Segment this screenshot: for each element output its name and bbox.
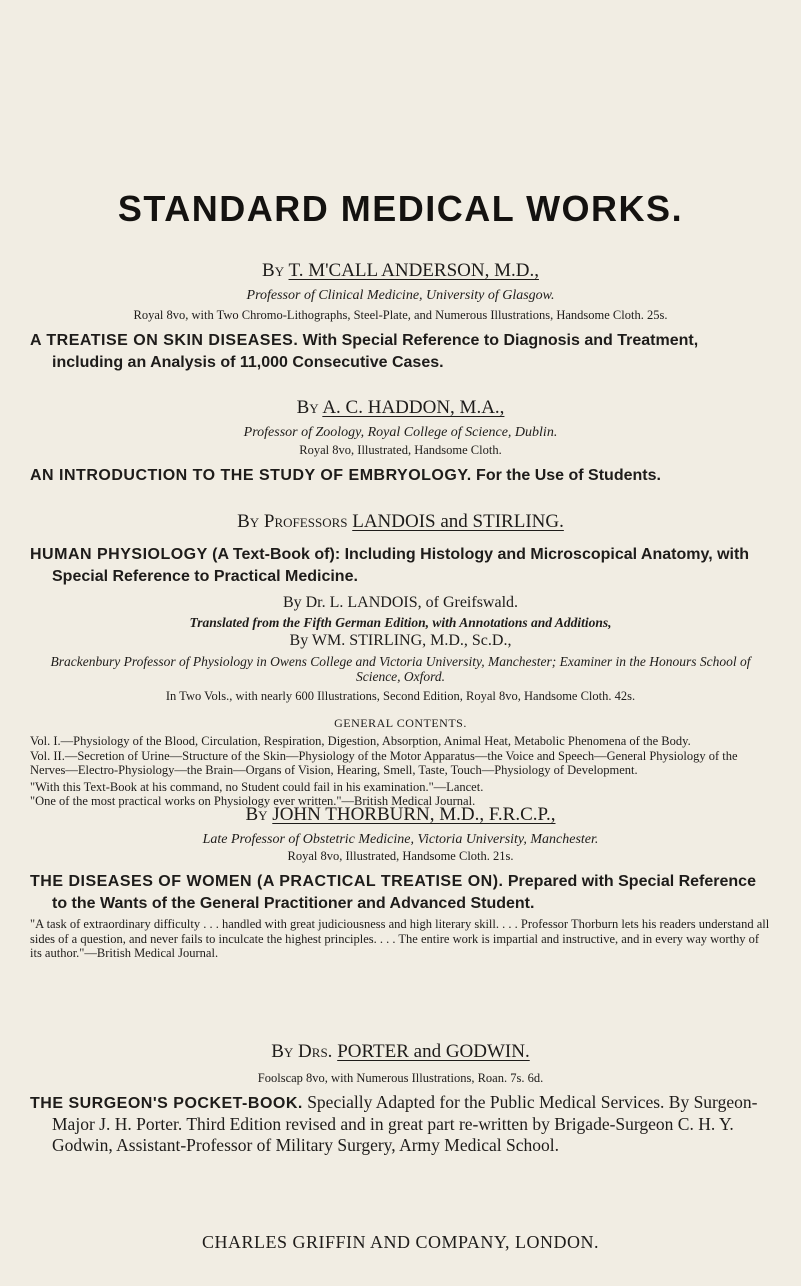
contents-volume-2: Vol. II.—Secretion of Urine—Structure of the Skin—Physiology of the Motor Apparatus—the Voice and Speech—General Physiology of the Nerves—Electro-Physiology—the Brain—Organs of Vision, Hearing, Smell, Taste, Touch—Physiology of Development.: [30, 748, 738, 777]
author-prefix: By: [262, 260, 285, 281]
book-title-caps: THE SURGEON'S POCKET-BOOK.: [30, 1095, 303, 1112]
author-professorship: Brackenbury Professor of Physiology in Owens College and Victoria University, Manchester; Examiner in the Honours School of Science, Oxford.: [50, 654, 751, 684]
author-line: [30, 511, 771, 533]
author-name: PORTER and GODWIN.: [337, 1041, 530, 1062]
book-title: [30, 870, 771, 914]
book-title-caps: THE DISEASES OF WOMEN (A PRACTICAL TREATISE ON).: [30, 873, 504, 890]
publication-details: Royal 8vo, with Two Chromo-Lithographs, Steel-Plate, and Numerous Illustrations, Handsome Cloth. 25s.: [133, 308, 668, 322]
publication-details: Royal 8vo, Illustrated, Handsome Cloth. 21s.: [287, 849, 514, 863]
section-anderson: [30, 260, 771, 373]
book-title: [30, 329, 771, 373]
by-line-landois: By Dr. L. LANDOIS, of Greifswald.: [282, 594, 519, 611]
author-prefix: By: [296, 397, 319, 418]
author-professorship: Late Professor of Obstetric Medicine, Victoria University, Manchester.: [202, 832, 599, 847]
author-name: A. C. HADDON, M.A.,: [322, 397, 505, 418]
book-title-rest: Prepared with Special Reference to the Wants of the General Practitioner and Advanced Student.: [52, 873, 756, 912]
author-prefix: By Professors: [237, 511, 348, 532]
translation-note: Translated from the Fifth German Edition, with Annotations and Additions,: [189, 615, 612, 630]
section-landois-stirling: [30, 511, 771, 809]
contents-heading: GENERAL CONTENTS.: [334, 716, 467, 730]
author-professorship: Professor of Zoology, Royal College of Science, Dublin.: [243, 425, 558, 440]
book-title-rest: With Special Reference to Diagnosis and Treatment, including an Analysis of 11,000 Consecutive Cases.: [52, 332, 699, 371]
author-line: [30, 804, 771, 826]
book-title-rest: (A Text-Book of): Including Histology and Microscopical Anatomy, with Special Reference to Practical Medicine.: [52, 546, 750, 585]
section-haddon: [30, 397, 771, 486]
publication-details: In Two Vols., with nearly 600 Illustrations, Second Edition, Royal 8vo, Handsome Cloth. 42s.: [165, 689, 636, 703]
book-title-rest: Specially Adapted for the Public Medical Services. By Surgeon-Major J. H. Porter. Third Edition revised and in great part re-written by Brigade-Surgeon C. H. Y. Godwin, Assistant-Professor of Military Surgery, Army Medical School.: [52, 1092, 758, 1155]
book-title: [30, 543, 771, 587]
publication-details: Royal 8vo, Illustrated, Handsome Cloth.: [299, 443, 502, 457]
by-line-stirling: By WM. STIRLING, M.D., Sc.D.,: [289, 632, 512, 649]
author-prefix: By Drs.: [271, 1041, 333, 1062]
book-title: [30, 1092, 771, 1156]
contents-volume-1: Vol. I.—Physiology of the Blood, Circulation, Respiration, Digestion, Absorption, Animal Heat, Metabolic Phenomena of the Body.: [30, 734, 691, 748]
section-thorburn: [30, 804, 771, 961]
review-quote-bmj: "A task of extraordinary difficulty . . . handled with great judiciousness and high literary skill. . . . Professor Thorburn lets his readers understand all sides of a question, and never fails to inculcate the highest principles. . . . The entire work is impartial and instructive, and in every way worthy of its author."—British Medical Journal.: [30, 917, 770, 960]
review-quote-bmj: "One of the most practical works on Physiology ever written."—British Medical Journal.: [30, 794, 476, 808]
book-title-caps: A TREATISE ON SKIN DISEASES.: [30, 332, 299, 349]
section-porter-godwin: [30, 1041, 771, 1156]
book-title-caps: AN INTRODUCTION TO THE STUDY OF EMBRYOLOGY.: [30, 467, 472, 484]
author-line: [30, 397, 771, 419]
author-name: JOHN THORBURN, M.D., F.R.C.P.,: [272, 804, 556, 825]
author-name: T. M'CALL ANDERSON, M.D.,: [288, 260, 539, 281]
book-title: [30, 464, 771, 486]
book-title-rest: For the Use of Students.: [476, 467, 661, 484]
author-prefix: By: [245, 804, 268, 825]
publication-details: Foolscap 8vo, with Numerous Illustrations, Roan. 7s. 6d.: [257, 1071, 544, 1085]
author-professorship: Professor of Clinical Medicine, University of Glasgow.: [246, 288, 555, 303]
review-quote-lancet: "With this Text-Book at his command, no Student could fail in his examination."—Lancet.: [30, 779, 484, 794]
book-title-caps: HUMAN PHYSIOLOGY: [30, 546, 208, 563]
author-line: [30, 1041, 771, 1063]
publisher-imprint: CHARLES GRIFFIN AND COMPANY, LONDON.: [201, 1232, 600, 1252]
page-heading: STANDARD MEDICAL WORKS.: [117, 188, 684, 229]
author-line: [30, 260, 771, 282]
author-name: LANDOIS and STIRLING.: [352, 511, 564, 532]
